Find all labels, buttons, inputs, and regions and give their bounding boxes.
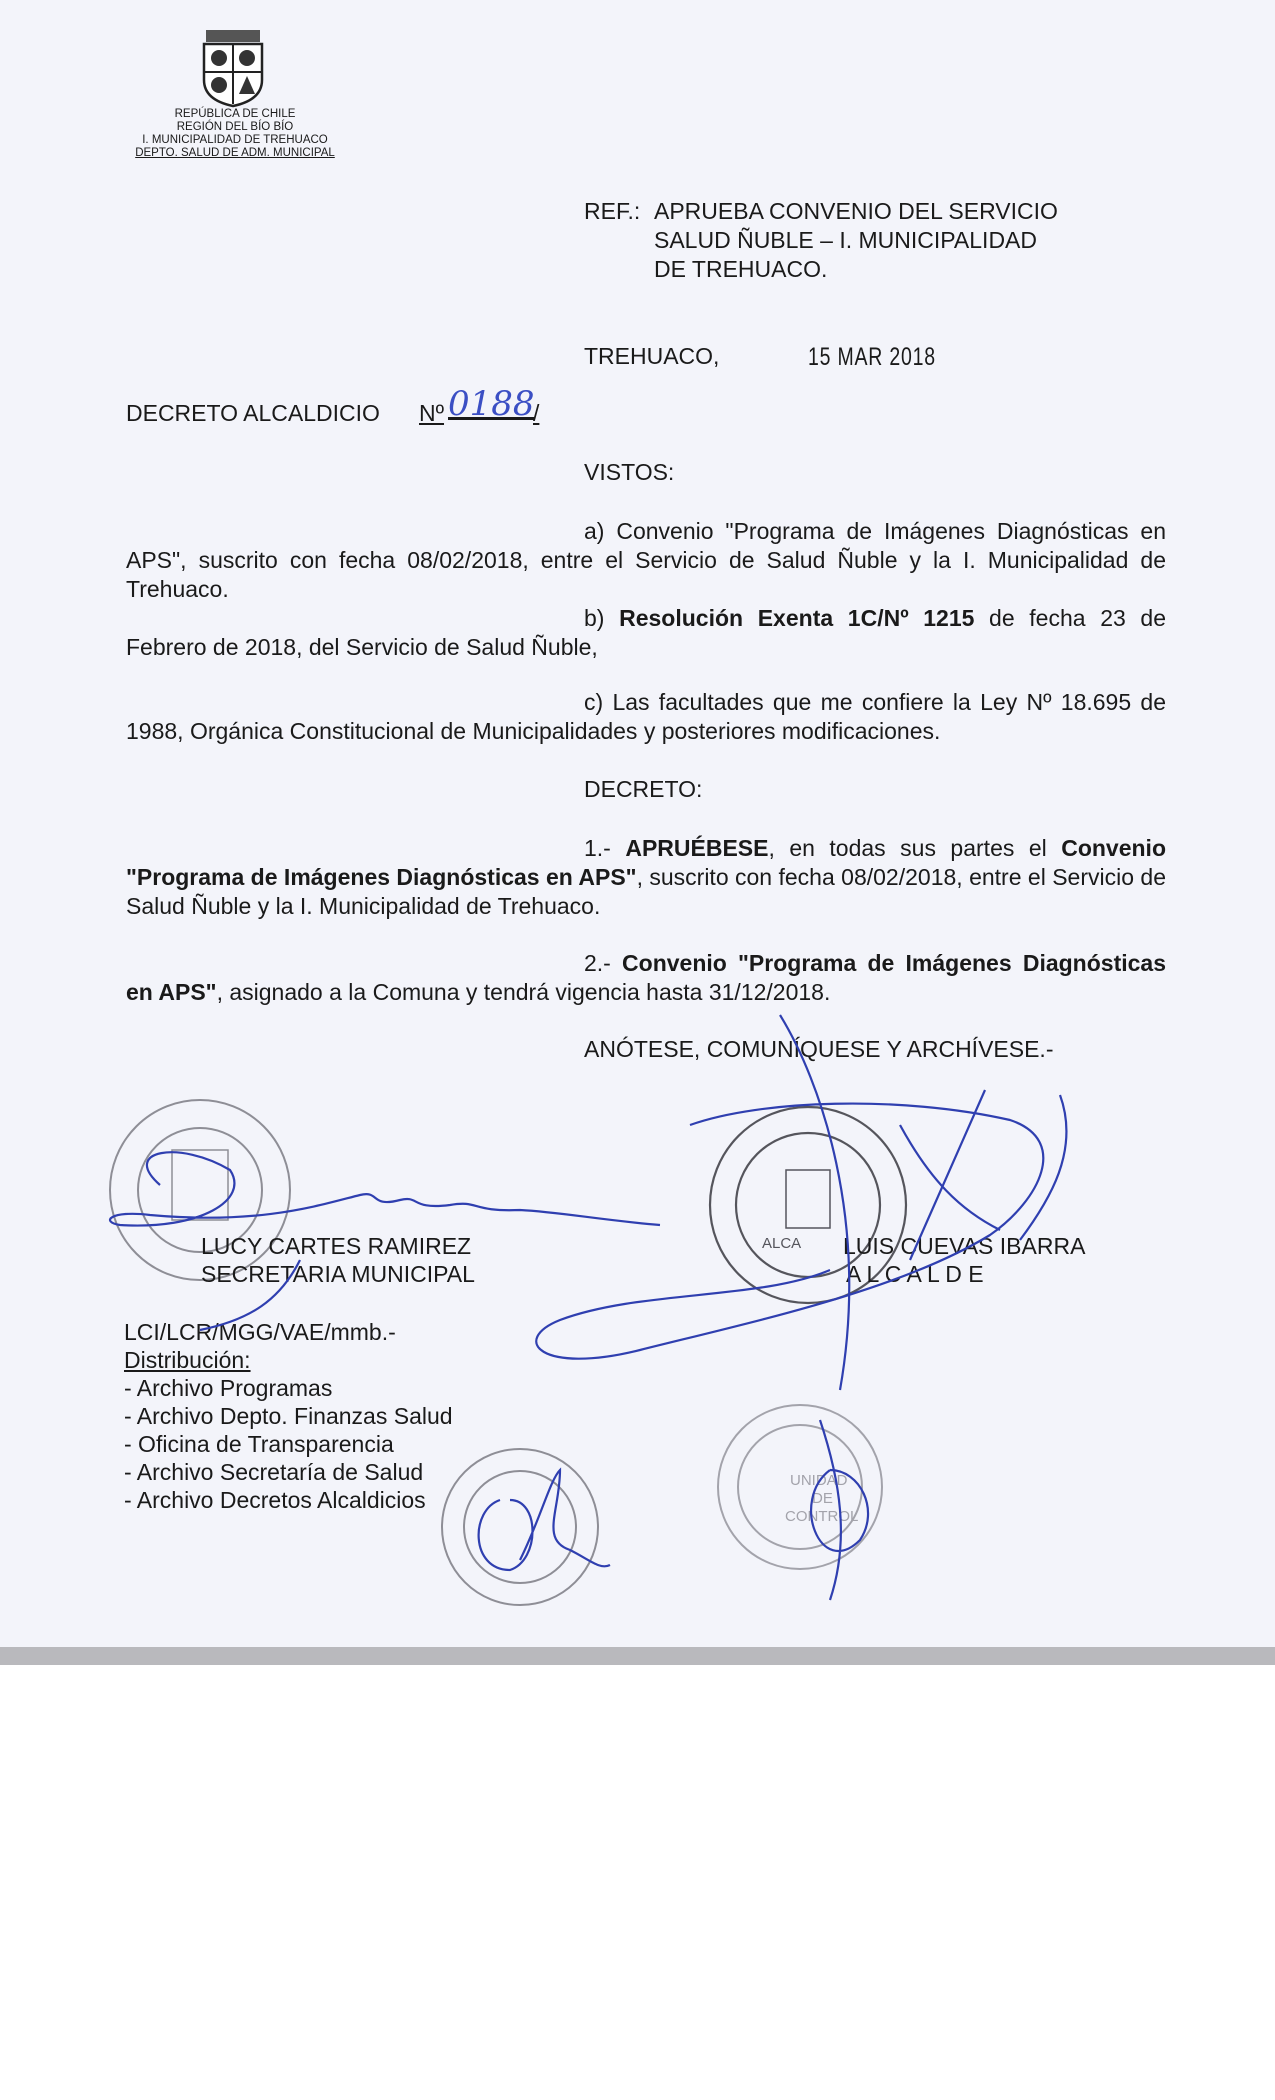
vistos-c: c) Las facultades que me confiere la Ley Nº 18.695 de 1988, Orgánica Constitucional de Municipalidades y posteriores modificaciones.	[126, 689, 1166, 744]
distribution-item: - Archivo Depto. Finanzas Salud	[124, 1403, 453, 1429]
municipal-crest-logo	[198, 28, 268, 108]
letterhead-line: REGIÓN DEL BÍO BÍO	[176, 121, 294, 133]
svg-text:UNIDAD: UNIDAD	[790, 1472, 848, 1489]
article-text: , suscrito con fecha 08/02/2018, entre el Servicio de Salud Ñuble y la I. Municipalidad de Trehuaco.	[126, 864, 1166, 919]
ref-line: APRUEBA CONVENIO DEL SERVICIO	[654, 198, 1058, 224]
letterhead-line: REPÚBLICA DE CHILE	[174, 108, 296, 120]
decree-number-suffix: /	[533, 400, 540, 426]
article-text: , asignado a la Comuna y tendrá vigencia hasta 31/12/2018.	[216, 979, 831, 1005]
vistos-b-text: de fecha 23 de Febrero de 2018, del Servicio de Salud Ñuble,	[126, 605, 1167, 660]
letterhead-line: DEPTO. SALUD DE ADM. MUNICIPAL	[135, 147, 335, 159]
article-text: , en todas sus partes el	[768, 835, 1062, 861]
ref-line: DE TREHUACO.	[654, 256, 828, 282]
letterhead-line: I. MUNICIPALIDAD DE TREHUACO	[142, 134, 328, 146]
decreto-heading: DECRETO:	[584, 776, 703, 802]
secretary-title: SECRETARIA MUNICIPAL	[201, 1261, 475, 1287]
initials-reference: LCI/LCR/MGG/VAE/mmb.-	[124, 1319, 396, 1345]
decreto-article-2	[126, 949, 1166, 1007]
decree-number-handwritten: 0188	[448, 384, 535, 424]
article-convenio: Convenio "Programa de Imágenes Diagnósticas en APS"	[126, 950, 1166, 1005]
ref-label: REF.:	[584, 198, 641, 224]
closing-formula: ANÓTESE, COMUNÍQUESE Y ARCHÍVESE.-	[584, 1036, 1054, 1062]
article-verb: APRUÉBESE	[625, 835, 769, 861]
vistos-b-resolution: Resolución Exenta 1C/Nº 1215	[619, 605, 975, 631]
mayor-title: A L C A L D E	[846, 1261, 984, 1287]
distribution-item: - Archivo Decretos Alcaldicios	[124, 1487, 426, 1513]
vistos-b-prefix: b)	[584, 605, 620, 631]
vistos-heading: VISTOS:	[584, 459, 675, 485]
ref-line: SALUD ÑUBLE – I. MUNICIPALIDAD	[654, 227, 1038, 253]
decree-number-prefix: Nº	[419, 400, 445, 426]
article-number: 1.-	[584, 835, 626, 861]
distribution-item: - Archivo Secretaría de Salud	[124, 1459, 424, 1485]
letterhead	[120, 108, 350, 160]
article-number: 2.-	[584, 950, 623, 976]
svg-text:CONTROL: CONTROL	[785, 1508, 859, 1525]
distribution-item: - Oficina de Transparencia	[124, 1431, 394, 1457]
distribution-item: - Archivo Programas	[124, 1375, 333, 1401]
distribution-heading: Distribución:	[124, 1347, 251, 1373]
decree-label: DECRETO ALCALDICIO	[126, 400, 380, 426]
date-place: TREHUACO,	[584, 343, 720, 369]
svg-text:ALCA: ALCA	[762, 1235, 802, 1252]
secretary-name: LUCY CARTES RAMIREZ	[201, 1233, 472, 1259]
article-convenio: Convenio "Programa de Imágenes Diagnósticas en APS"	[126, 835, 1166, 890]
scan-edge	[0, 1647, 1275, 1665]
vistos-a: a) Convenio "Programa de Imágenes Diagnósticas en APS", suscrito con fecha 08/02/2018, entre el Servicio de Salud Ñuble y la I. Municipalidad de Trehuaco.	[126, 518, 1166, 602]
date-stamp: 15 MAR 2018	[808, 343, 936, 371]
mayor-name: LUIS CUEVAS IBARRA	[843, 1233, 1086, 1259]
vistos-b	[126, 604, 1166, 662]
svg-text:DE: DE	[812, 1490, 833, 1507]
decreto-article-1	[126, 834, 1166, 921]
